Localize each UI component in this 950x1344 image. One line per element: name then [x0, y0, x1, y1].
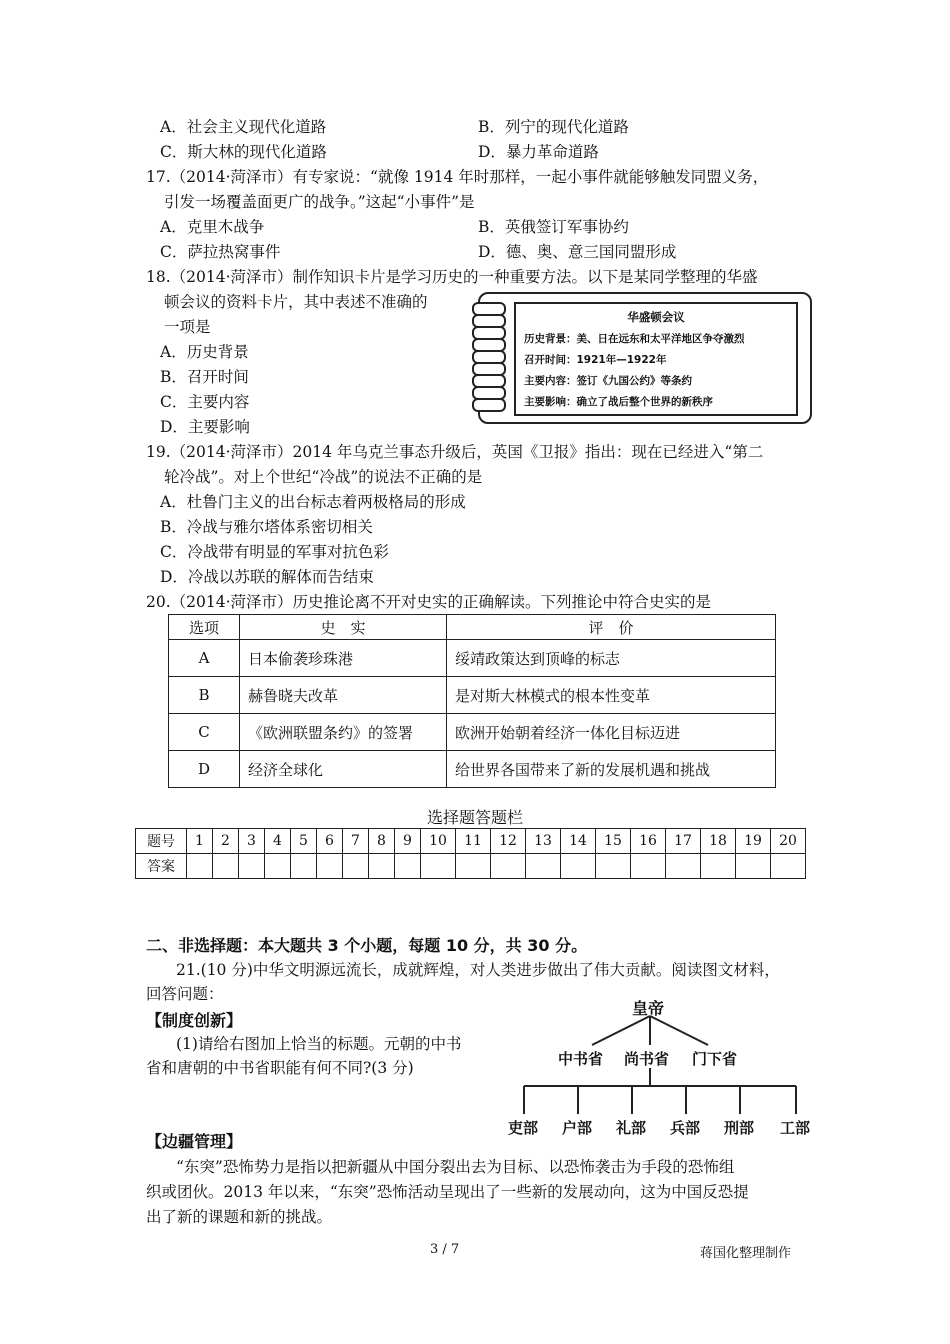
frontier-text-line1: “东突”恐怖势力是指以把新疆从中国分裂出去为目标、以恐怖袭击为手段的恐怖组: [176, 1158, 735, 1176]
number-cell: 12: [491, 829, 526, 854]
q19-stem-line1: 19.（2014·菏泽市）2014 年乌克兰事态升级后，英国《卫报》指出：现在已经进入“第二: [146, 443, 764, 461]
q19-option-b: B．冷战与雅尔塔体系密切相关: [160, 518, 373, 536]
number-cell: 20: [771, 829, 806, 854]
answer-cell[interactable]: [421, 854, 456, 879]
card-content: [514, 302, 798, 416]
table-cell: 经济全球化: [240, 751, 447, 788]
row-label: 题号: [136, 829, 187, 854]
section2-heading: 二、非选择题：本大题共 3 个小题，每题 10 分，共 30 分。: [146, 936, 588, 955]
card-row-content: 主要内容：签订《九国公约》等条约: [524, 375, 692, 387]
number-cell: 19: [736, 829, 771, 854]
q17-stem-line2: 引发一场覆盖面更广的战争。”这起“小事件”是: [164, 193, 475, 211]
number-cell: 1: [187, 829, 213, 854]
table-header: 史 实: [240, 615, 447, 640]
answer-cell[interactable]: [291, 854, 317, 879]
answer-row: [136, 854, 806, 879]
answer-cell[interactable]: [526, 854, 561, 879]
answer-cell[interactable]: [369, 854, 395, 879]
answer-cell[interactable]: [187, 854, 213, 879]
q18-stem-line3: 一项是: [164, 318, 211, 336]
table-cell: B: [169, 677, 240, 714]
answer-cell[interactable]: [265, 854, 291, 879]
q18-option-c: C．主要内容: [160, 393, 250, 411]
table-cell: 《欧洲联盟条约》的签署: [240, 714, 447, 751]
q18-option-a: A．历史背景: [160, 343, 249, 361]
answer-number-row: [136, 829, 806, 854]
table-header: 评 价: [447, 615, 776, 640]
q17-option-c: C．萨拉热窝事件: [160, 243, 281, 261]
number-cell: 5: [291, 829, 317, 854]
number-cell: 16: [631, 829, 666, 854]
shangshu-node: 尚书省: [624, 1050, 670, 1068]
number-cell: 2: [213, 829, 239, 854]
answer-cell[interactable]: [317, 854, 343, 879]
answer-cell[interactable]: [596, 854, 631, 879]
q21-part1-line1: (1)请给右图加上恰当的标题。元朝的中书: [176, 1035, 462, 1053]
number-cell: 3: [239, 829, 265, 854]
q16-option-b: B．列宁的现代化道路: [478, 118, 629, 136]
table-row: [169, 677, 776, 714]
answer-cell[interactable]: [631, 854, 666, 879]
table-header-row: [169, 615, 776, 640]
q19-option-a: A．杜鲁门主义的出台标志着两极格局的形成: [160, 493, 466, 511]
table-cell: 赫鲁晓夫改革: [240, 677, 447, 714]
q18-stem-line2: 顿会议的资料卡片，其中表述不准确的: [164, 293, 428, 311]
spiral-ring-icon: [472, 398, 506, 412]
table-row: [169, 714, 776, 751]
q20-stem: 20.（2014·菏泽市）历史推论离不开对史实的正确解读。下列推论中符合史实的是: [146, 593, 712, 611]
author-credit: 蒋国化整理制作: [700, 1246, 792, 1261]
row-label: 答案: [136, 854, 187, 879]
q16-option-d: D．暴力革命道路: [478, 143, 599, 161]
number-cell: 15: [596, 829, 631, 854]
table-cell: 欧洲开始朝着经济一体化目标迈进: [447, 714, 776, 751]
number-cell: 11: [456, 829, 491, 854]
number-cell: 13: [526, 829, 561, 854]
q18-stem-line1: 18.（2014·菏泽市）制作知识卡片是学习历史的一种重要方法。以下是某同学整理的华盛: [146, 268, 758, 286]
menxia-node: 门下省: [692, 1050, 738, 1068]
zhongshu-node: 中书省: [558, 1050, 604, 1068]
number-cell: 14: [561, 829, 596, 854]
knowledge-card: [478, 292, 812, 424]
q18-option-b: B．召开时间: [160, 368, 249, 386]
ministry-node: 工部: [780, 1119, 811, 1137]
number-cell: 17: [666, 829, 701, 854]
ministry-node: 户部: [562, 1119, 593, 1137]
number-cell: 18: [701, 829, 736, 854]
q21-stem-line2: 回答问题：: [146, 985, 224, 1003]
three-departments-diagram: [500, 990, 820, 1150]
q19-stem-line2: 轮冷战”。对上个世纪“冷战”的说法不正确的是: [164, 468, 483, 486]
table-row: [169, 640, 776, 677]
q19-option-c: C．冷战带有明显的军事对抗色彩: [160, 543, 389, 561]
frontier-text-line3: 出了新的课题和新的挑战。: [146, 1208, 333, 1226]
q21-stem-line1: 21.(10 分)中华文明源远流长，成就辉煌，对人类进步做出了伟大贡献。阅读图文材料，: [176, 961, 780, 979]
table-cell: A: [169, 640, 240, 677]
q17-stem-line1: 17.（2014·菏泽市）有专家说：“就像 1914 年时那样，一起小事件就能够触发同盟义务，: [146, 168, 769, 186]
ministry-node: 礼部: [616, 1119, 647, 1137]
answer-cell[interactable]: [666, 854, 701, 879]
heading-frontier-management: 【边疆管理】: [146, 1132, 243, 1151]
table-cell: 日本偷袭珍珠港: [240, 640, 447, 677]
answer-cell[interactable]: [395, 854, 421, 879]
table-cell: D: [169, 751, 240, 788]
frontier-text-line2: 织或团伙。2013 年以来，“东突”恐怖活动呈现出了一些新的发展动向，这为中国反恐提: [146, 1183, 749, 1201]
number-cell: 4: [265, 829, 291, 854]
answer-cell[interactable]: [561, 854, 596, 879]
table-cell: 绥靖政策达到顶峰的标志: [447, 640, 776, 677]
answer-cell[interactable]: [239, 854, 265, 879]
answer-cell[interactable]: [736, 854, 771, 879]
page-number: 3 / 7: [430, 1242, 460, 1257]
table-cell: 给世界各国带来了新的发展机遇和挑战: [447, 751, 776, 788]
number-cell: 8: [369, 829, 395, 854]
q19-option-d: D．冷战以苏联的解体而告结束: [160, 568, 374, 586]
heading-system-innovation: 【制度创新】: [146, 1011, 243, 1030]
table-row: [169, 751, 776, 788]
q21-part1-line2: 省和唐朝的中书省职能有何不同?(3 分): [146, 1059, 414, 1077]
ministry-node: 吏部: [508, 1119, 539, 1137]
number-cell: 6: [317, 829, 343, 854]
answer-cell[interactable]: [456, 854, 491, 879]
card-row-background: 历史背景：美、日在远东和太平洋地区争夺激烈: [524, 333, 745, 345]
number-cell: 10: [421, 829, 456, 854]
answer-cell[interactable]: [213, 854, 239, 879]
card-row-time: 召开时间：1921年—1922年: [524, 354, 667, 366]
emperor-node: 皇帝: [632, 999, 665, 1018]
table-header: 选项: [169, 615, 240, 640]
card-row-impact: 主要影响：确立了战后整个世界的新秩序: [524, 396, 713, 408]
card-title: 华盛顿会议: [627, 310, 685, 324]
q16-option-c: C．斯大林的现代化道路: [160, 143, 327, 161]
answer-cell[interactable]: [491, 854, 526, 879]
table-cell: C: [169, 714, 240, 751]
q17-option-d: D．德、奥、意三国同盟形成: [478, 243, 677, 261]
number-cell: 7: [343, 829, 369, 854]
answer-sheet-table: [135, 828, 806, 879]
q17-option-a: A．克里木战争: [160, 218, 265, 236]
q17-option-b: B．英俄签订军事协约: [478, 218, 629, 236]
evaluation-table: [168, 614, 776, 788]
answer-cell[interactable]: [771, 854, 806, 879]
q18-option-d: D．主要影响: [160, 418, 250, 436]
ministry-node: 刑部: [724, 1119, 755, 1137]
number-cell: 9: [395, 829, 421, 854]
table-cell: 是对斯大林模式的根本性变革: [447, 677, 776, 714]
answer-cell[interactable]: [343, 854, 369, 879]
answer-sheet-title: 选择题答题栏: [426, 808, 523, 827]
q16-option-a: A．社会主义现代化道路: [160, 118, 327, 136]
answer-cell[interactable]: [701, 854, 736, 879]
ministry-node: 兵部: [670, 1119, 701, 1137]
